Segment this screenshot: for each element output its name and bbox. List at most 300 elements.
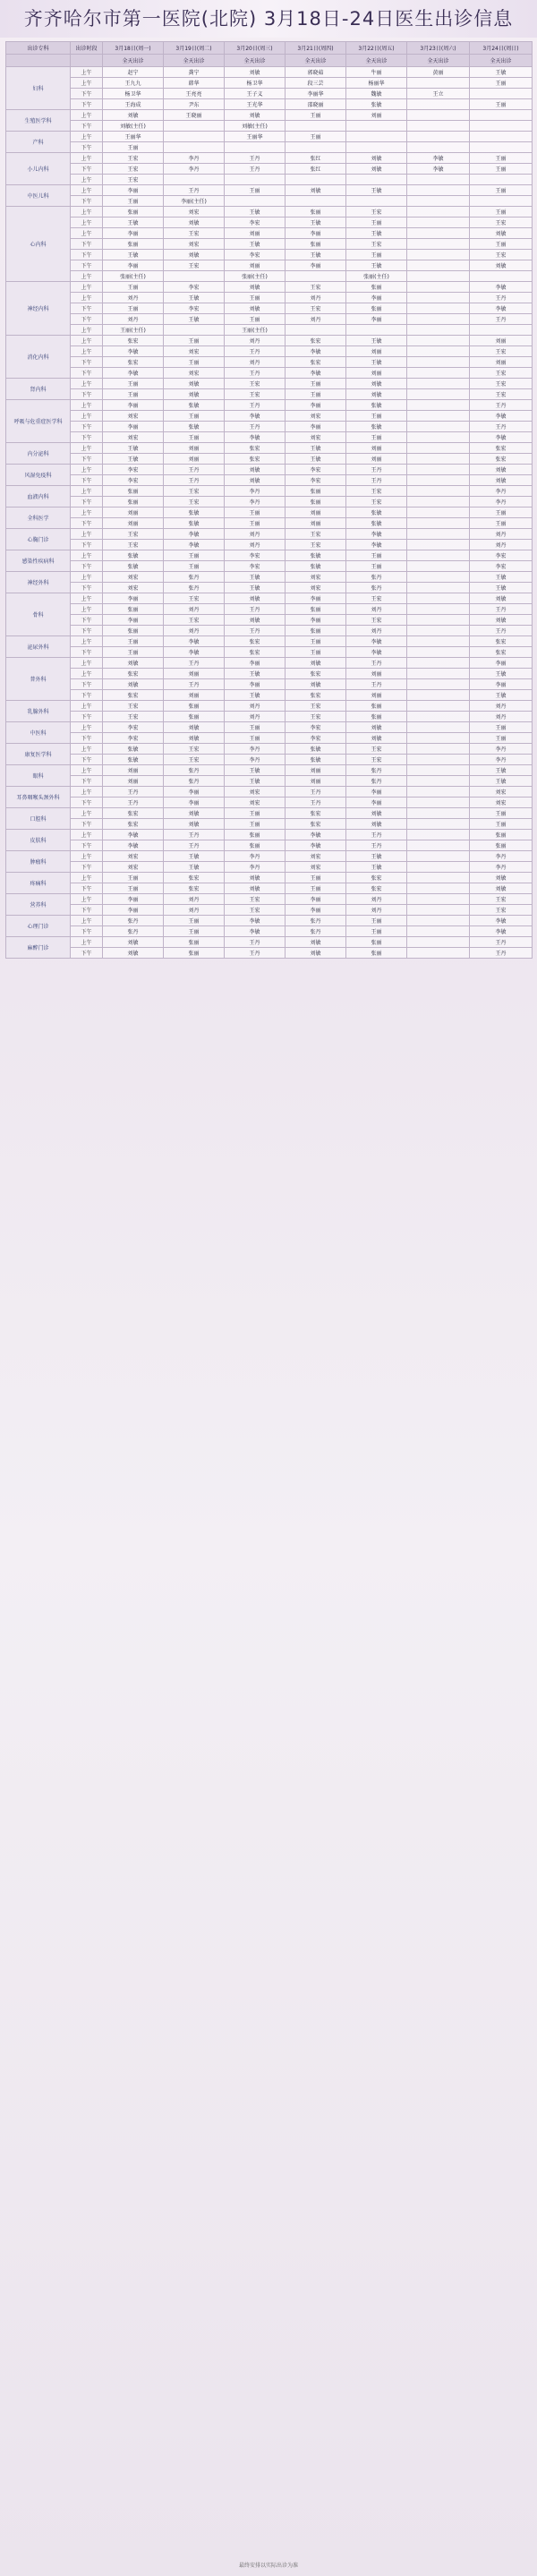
doctor-cell: 李敏 — [346, 636, 407, 647]
doctor-cell: 王九九 — [103, 78, 164, 89]
doctor-cell: 王敏 — [225, 765, 286, 776]
time-slot-cell: 下午 — [71, 121, 103, 132]
time-slot-cell: 下午 — [71, 389, 103, 400]
doctor-cell: 张宏 — [164, 883, 225, 894]
doctor-cell: 王宏 — [103, 712, 164, 722]
table-row — [6, 486, 533, 497]
table-row — [6, 368, 533, 379]
doctor-cell: 刘宏 — [164, 346, 225, 357]
doctor-cell: 刘丽 — [346, 454, 407, 465]
doctor-cell: 王丽 — [470, 239, 533, 250]
doctor-cell: 王丹 — [470, 422, 533, 432]
doctor-cell — [407, 78, 470, 89]
time-slot-cell: 上午 — [71, 851, 103, 862]
doctor-cell: 张敏 — [164, 422, 225, 432]
doctor-cell: 张丽 — [286, 239, 346, 250]
doctor-cell: 刘丹 — [164, 604, 225, 615]
doctor-cell: 刘丽 — [470, 357, 533, 368]
doctor-cell: 李丹 — [470, 851, 533, 862]
doctor-cell: 王宏 — [470, 346, 533, 357]
doctor-cell: 张丹 — [103, 916, 164, 926]
doctor-cell: 王丽 — [286, 883, 346, 894]
table-row — [6, 99, 533, 110]
doctor-cell: 王敏 — [225, 207, 286, 218]
doctor-cell: 王敏 — [286, 218, 346, 228]
doctor-cell: 刘宏 — [470, 798, 533, 808]
doctor-cell: 王宏 — [470, 250, 533, 260]
doctor-cell: 王宏 — [103, 540, 164, 550]
doctor-cell: 王丹 — [346, 475, 407, 486]
doctor-cell — [407, 550, 470, 561]
doctor-cell: 王敏 — [164, 862, 225, 873]
table-row — [6, 669, 533, 679]
doctor-cell: 王丽 — [470, 733, 533, 744]
table-row — [6, 937, 533, 948]
doctor-cell: 张敏 — [346, 518, 407, 529]
doctor-cell: 王丹 — [470, 626, 533, 636]
doctor-cell: 王丽 — [225, 722, 286, 733]
doctor-cell: 王敏 — [225, 669, 286, 679]
department-cell: 神经外科 — [6, 572, 71, 593]
doctor-cell — [407, 293, 470, 303]
doctor-cell: 李敏 — [164, 540, 225, 550]
doctor-cell — [407, 475, 470, 486]
doctor-cell: 王丽华 — [103, 132, 164, 142]
time-slot-cell: 下午 — [71, 250, 103, 260]
table-row — [6, 293, 533, 303]
doctor-cell: 张丽 — [346, 948, 407, 959]
doctor-cell — [164, 271, 225, 282]
time-slot-cell: 下午 — [71, 303, 103, 314]
time-slot-cell: 上午 — [71, 271, 103, 282]
doctor-cell: 李丽 — [286, 615, 346, 626]
doctor-cell: 张丽 — [346, 282, 407, 293]
doctor-cell: 李丹 — [470, 744, 533, 755]
doctor-cell: 刘敏 — [286, 185, 346, 196]
doctor-cell: 王立 — [407, 89, 470, 99]
doctor-cell: 王宏 — [346, 615, 407, 626]
doctor-cell: 李宏 — [164, 303, 225, 314]
doctor-cell: 张丹 — [346, 583, 407, 593]
doctor-cell: 刘宏 — [286, 432, 346, 443]
doctor-cell: 李宏 — [225, 250, 286, 260]
doctor-cell: 王丽 — [470, 153, 533, 164]
doctor-cell: 刘宏 — [164, 207, 225, 218]
time-slot-cell: 上午 — [71, 937, 103, 948]
table-row — [6, 948, 533, 959]
doctor-cell — [407, 561, 470, 572]
doctor-cell: 刘敏 — [164, 389, 225, 400]
doctor-cell: 王丽 — [346, 411, 407, 422]
doctor-cell — [407, 776, 470, 787]
doctor-cell — [407, 303, 470, 314]
doctor-cell: 王丽(主任) — [225, 325, 286, 336]
doctor-cell: 王光华 — [225, 99, 286, 110]
doctor-cell: 王宏 — [346, 497, 407, 508]
doctor-cell: 李丹 — [164, 153, 225, 164]
table-row — [6, 905, 533, 916]
doctor-cell: 张丽 — [103, 497, 164, 508]
doctor-cell: 刘敏 — [225, 593, 286, 604]
doctor-cell: 张丽 — [286, 604, 346, 615]
department-cell: 心胸门诊 — [6, 529, 71, 550]
doctor-cell: 刘丽 — [470, 336, 533, 346]
department-cell: 肾内科 — [6, 379, 71, 400]
table-row — [6, 379, 533, 389]
doctor-cell — [407, 250, 470, 260]
doctor-cell: 李敏 — [346, 647, 407, 658]
doctor-cell: 王丽 — [470, 99, 533, 110]
column-subheader — [71, 55, 103, 67]
doctor-cell: 王敏 — [470, 67, 533, 78]
time-slot-cell: 上午 — [71, 379, 103, 389]
doctor-cell: 刘丹 — [225, 357, 286, 368]
time-slot-cell: 上午 — [71, 669, 103, 679]
doctor-cell: 王丹 — [164, 830, 225, 840]
department-cell: 普外科 — [6, 658, 71, 701]
doctor-cell: 张丽 — [103, 626, 164, 636]
doctor-cell — [286, 271, 346, 282]
doctor-cell: 李丹 — [470, 755, 533, 765]
time-slot-cell: 上午 — [71, 411, 103, 422]
doctor-cell: 王丹 — [103, 798, 164, 808]
doctor-cell — [407, 733, 470, 744]
doctor-cell: 李丹 — [225, 755, 286, 765]
doctor-cell: 王丽 — [346, 561, 407, 572]
doctor-cell — [407, 926, 470, 937]
doctor-cell: 李宏 — [286, 465, 346, 475]
table-row — [6, 862, 533, 873]
doctor-cell — [407, 443, 470, 454]
doctor-cell: 张丽 — [470, 840, 533, 851]
doctor-cell: 刘丽 — [103, 508, 164, 518]
header-row — [6, 42, 533, 55]
doctor-cell: 李丽 — [164, 787, 225, 798]
time-slot-cell: 上午 — [71, 185, 103, 196]
doctor-cell: 王丽 — [103, 873, 164, 883]
doctor-cell: 王宏 — [164, 228, 225, 239]
doctor-cell — [407, 228, 470, 239]
doctor-cell: 李敏 — [286, 830, 346, 840]
doctor-cell: 王敏 — [346, 185, 407, 196]
doctor-cell: 刘丹 — [346, 905, 407, 916]
time-slot-cell: 上午 — [71, 787, 103, 798]
time-slot-cell: 上午 — [71, 218, 103, 228]
doctor-cell — [286, 175, 346, 185]
doctor-cell: 王丹 — [225, 948, 286, 959]
doctor-cell: 王丽 — [103, 636, 164, 647]
doctor-cell: 尹东 — [164, 99, 225, 110]
doctor-cell: 王丽 — [103, 196, 164, 207]
doctor-cell — [164, 121, 225, 132]
doctor-cell: 刘敏 — [225, 67, 286, 78]
doctor-cell: 李丽 — [346, 787, 407, 798]
doctor-cell: 王丽华 — [225, 132, 286, 142]
doctor-cell — [407, 658, 470, 669]
doctor-cell — [407, 604, 470, 615]
time-slot-cell: 下午 — [71, 690, 103, 701]
doctor-cell: 刘丹 — [346, 626, 407, 636]
table-row — [6, 540, 533, 550]
doctor-cell: 李丽 — [103, 228, 164, 239]
doctor-cell — [407, 722, 470, 733]
doctor-cell: 刘宏 — [286, 862, 346, 873]
doctor-cell: 张敏 — [286, 744, 346, 755]
doctor-cell: 李宏 — [103, 465, 164, 475]
time-slot-cell: 上午 — [71, 572, 103, 583]
doctor-cell — [407, 830, 470, 840]
doctor-cell: 李宏 — [103, 722, 164, 733]
doctor-cell: 李丹 — [225, 851, 286, 862]
table-row — [6, 658, 533, 669]
table-row — [6, 357, 533, 368]
doctor-cell: 张红 — [286, 153, 346, 164]
table-row — [6, 926, 533, 937]
doctor-cell: 王丽 — [286, 132, 346, 142]
doctor-cell: 李丽 — [286, 400, 346, 411]
doctor-cell — [407, 948, 470, 959]
doctor-cell: 张敏 — [346, 99, 407, 110]
doctor-cell: 李敏 — [470, 916, 533, 926]
doctor-cell: 刘宏 — [164, 368, 225, 379]
doctor-cell: 刘丹 — [164, 894, 225, 905]
doctor-cell: 王海成 — [103, 99, 164, 110]
doctor-cell: 张丽 — [286, 497, 346, 508]
department-cell: 中医科 — [6, 722, 71, 744]
table-row — [6, 454, 533, 465]
doctor-cell: 王宏 — [164, 486, 225, 497]
doctor-cell: 王丽 — [164, 357, 225, 368]
doctor-cell: 王丹 — [225, 346, 286, 357]
time-slot-cell: 上午 — [71, 550, 103, 561]
table-row — [6, 615, 533, 626]
footer-note: 最终安排以实际出诊为准 — [238, 2563, 298, 2569]
doctor-cell: 刘敏 — [164, 808, 225, 819]
doctor-cell: 王丹 — [225, 604, 286, 615]
doctor-cell: 刘宏 — [286, 851, 346, 862]
doctor-cell: 刘敏 — [286, 937, 346, 948]
doctor-cell — [407, 121, 470, 132]
doctor-cell: 李丹 — [470, 497, 533, 508]
doctor-cell: 刘敏 — [346, 164, 407, 175]
time-slot-cell: 下午 — [71, 647, 103, 658]
time-slot-cell: 上午 — [71, 293, 103, 303]
doctor-cell: 王宏 — [470, 389, 533, 400]
doctor-cell: 张敏 — [346, 508, 407, 518]
time-slot-cell: 下午 — [71, 905, 103, 916]
table-row — [6, 722, 533, 733]
doctor-cell: 刘丹 — [286, 314, 346, 325]
doctor-cell: 韩华 — [164, 78, 225, 89]
table-row — [6, 432, 533, 443]
doctor-cell: 王丹 — [346, 840, 407, 851]
department-cell: 血液内科 — [6, 486, 71, 508]
doctor-cell: 王宏 — [225, 379, 286, 389]
doctor-cell: 刘敏 — [470, 883, 533, 894]
doctor-cell: 王丽 — [225, 733, 286, 744]
doctor-cell: 刘宏 — [286, 411, 346, 422]
doctor-cell — [407, 583, 470, 593]
doctor-cell: 王宏 — [103, 529, 164, 540]
department-cell: 口腔科 — [6, 808, 71, 830]
doctor-cell: 王丹 — [225, 400, 286, 411]
doctor-cell: 王丹 — [470, 937, 533, 948]
doctor-cell: 李丹 — [225, 862, 286, 873]
doctor-cell: 刘宏 — [103, 432, 164, 443]
doctor-cell — [407, 615, 470, 626]
doctor-cell: 刘丽 — [286, 776, 346, 787]
doctor-cell: 刘宏 — [225, 787, 286, 798]
doctor-cell: 李敏 — [286, 346, 346, 357]
doctor-cell: 王丽 — [470, 78, 533, 89]
department-cell: 康复医学科 — [6, 744, 71, 765]
doctor-cell — [470, 142, 533, 153]
table-row — [6, 314, 533, 325]
doctor-cell: 刘敏 — [164, 819, 225, 830]
doctor-cell: 杨卫华 — [103, 89, 164, 99]
column-header: 3月20日(周三) — [225, 42, 286, 55]
table-row — [6, 110, 533, 121]
doctor-cell: 李敏 — [286, 368, 346, 379]
doctor-cell — [407, 260, 470, 271]
doctor-cell: 王丹 — [164, 465, 225, 475]
doctor-cell: 刘丹 — [286, 293, 346, 303]
doctor-cell — [407, 701, 470, 712]
doctor-cell — [407, 379, 470, 389]
doctor-cell: 李宏 — [470, 550, 533, 561]
column-header: 3月24日(周日) — [470, 42, 533, 55]
table-row — [6, 67, 533, 78]
table-row — [6, 325, 533, 336]
department-cell: 皮肤科 — [6, 830, 71, 851]
doctor-cell: 张丽 — [346, 937, 407, 948]
doctor-cell: 段三芸 — [286, 78, 346, 89]
time-slot-cell: 下午 — [71, 368, 103, 379]
doctor-cell: 王丽 — [225, 819, 286, 830]
doctor-cell: 王宏 — [103, 153, 164, 164]
doctor-cell: 王宏 — [164, 755, 225, 765]
doctor-cell: 刘宏 — [225, 798, 286, 808]
doctor-cell: 刘敏 — [225, 282, 286, 293]
doctor-cell: 郭晓茹 — [286, 67, 346, 78]
schedule-table — [5, 41, 533, 959]
doctor-cell: 张敏 — [164, 400, 225, 411]
doctor-cell: 王宏 — [470, 379, 533, 389]
time-slot-cell: 上午 — [71, 808, 103, 819]
doctor-cell: 刘敏 — [164, 250, 225, 260]
time-slot-cell: 上午 — [71, 636, 103, 647]
doctor-cell: 张丽 — [164, 712, 225, 722]
doctor-cell: 刘敏 — [164, 722, 225, 733]
doctor-cell: 李敏 — [225, 411, 286, 422]
time-slot-cell: 上午 — [71, 336, 103, 346]
doctor-cell: 刘敏 — [225, 475, 286, 486]
doctor-cell: 李敏 — [225, 916, 286, 926]
doctor-cell: 张丽 — [286, 486, 346, 497]
doctor-cell: 刘敏 — [470, 260, 533, 271]
doctor-cell: 王丹 — [225, 164, 286, 175]
doctor-cell: 王丽(主任) — [103, 325, 164, 336]
doctor-cell: 李敏 — [470, 411, 533, 422]
doctor-cell: 刘丽 — [164, 454, 225, 465]
time-slot-cell: 下午 — [71, 540, 103, 550]
doctor-cell: 刘敏 — [346, 389, 407, 400]
doctor-cell: 王宏 — [346, 744, 407, 755]
time-slot-cell: 下午 — [71, 626, 103, 636]
doctor-cell: 李宏 — [286, 733, 346, 744]
doctor-cell: 李敏 — [346, 529, 407, 540]
doctor-cell: 王敏 — [103, 454, 164, 465]
doctor-cell — [286, 325, 346, 336]
doctor-cell: 刘敏 — [470, 475, 533, 486]
table-row — [6, 411, 533, 422]
doctor-cell — [407, 132, 470, 142]
doctor-cell: 王敏 — [346, 228, 407, 239]
doctor-cell: 王丽 — [470, 518, 533, 529]
time-slot-cell: 下午 — [71, 615, 103, 626]
time-slot-cell: 下午 — [71, 260, 103, 271]
doctor-cell: 张宏 — [286, 669, 346, 679]
time-slot-cell: 下午 — [71, 164, 103, 175]
department-cell: 心内科 — [6, 207, 71, 282]
doctor-cell: 张丹 — [164, 765, 225, 776]
doctor-cell: 刘丹 — [164, 905, 225, 916]
time-slot-cell: 上午 — [71, 465, 103, 475]
time-slot-cell: 上午 — [71, 486, 103, 497]
doctor-cell — [407, 389, 470, 400]
table-row — [6, 776, 533, 787]
table-row — [6, 271, 533, 282]
doctor-cell — [407, 690, 470, 701]
doctor-cell: 王敏 — [346, 862, 407, 873]
table-row — [6, 755, 533, 765]
doctor-cell: 王敏 — [286, 250, 346, 260]
doctor-cell: 刘敏 — [286, 948, 346, 959]
table-row — [6, 701, 533, 712]
doctor-cell: 刘敏 — [103, 937, 164, 948]
doctor-cell — [407, 894, 470, 905]
doctor-cell — [407, 110, 470, 121]
doctor-cell: 李丽 — [103, 905, 164, 916]
table-row — [6, 250, 533, 260]
doctor-cell: 刘宏 — [286, 572, 346, 583]
table-row — [6, 400, 533, 411]
doctor-cell: 牛丽 — [346, 67, 407, 78]
doctor-cell: 张丽 — [103, 207, 164, 218]
doctor-cell: 张丹 — [164, 583, 225, 593]
department-cell: 泌尿外科 — [6, 636, 71, 658]
doctor-cell: 张丽 — [286, 626, 346, 636]
doctor-cell: 张丽 — [470, 830, 533, 840]
table-row — [6, 819, 533, 830]
doctor-cell: 张丽 — [103, 239, 164, 250]
doctor-cell — [407, 873, 470, 883]
doctor-cell: 张丽 — [346, 303, 407, 314]
doctor-cell — [407, 336, 470, 346]
doctor-cell: 李丽 — [286, 894, 346, 905]
doctor-cell — [407, 411, 470, 422]
doctor-cell: 张宏 — [103, 690, 164, 701]
doctor-cell: 刘敏 — [225, 110, 286, 121]
doctor-cell: 李宏 — [286, 722, 346, 733]
doctor-cell — [225, 175, 286, 185]
doctor-cell: 刘丹 — [470, 540, 533, 550]
doctor-cell: 刘丽 — [286, 765, 346, 776]
doctor-cell: 张丽 — [164, 937, 225, 948]
doctor-cell: 邵晓丽 — [286, 99, 346, 110]
doctor-cell: 王丽 — [164, 411, 225, 422]
doctor-cell: 刘敏 — [470, 873, 533, 883]
